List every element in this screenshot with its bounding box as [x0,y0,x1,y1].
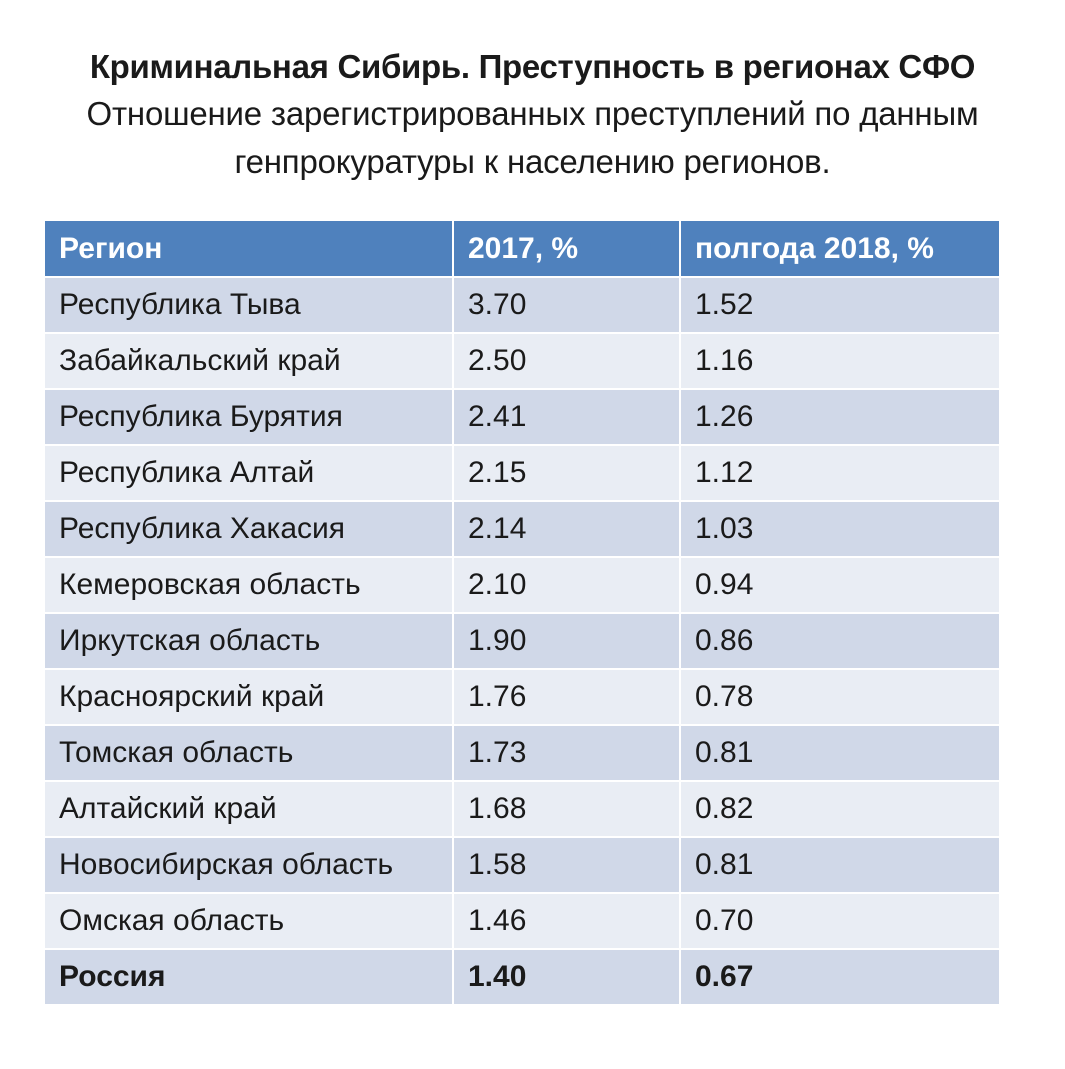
cell-half-2018: 0.70 [680,893,1000,949]
cell-2017-total: 1.40 [453,949,680,1005]
header-region: Регион [44,220,453,277]
cell-2017: 2.41 [453,389,680,445]
cell-region: Забайкальский край [44,333,453,389]
table-row [44,277,1000,333]
cell-2017: 3.70 [453,277,680,333]
title-block [0,44,1065,186]
cell-2017: 1.46 [453,893,680,949]
cell-region: Красноярский край [44,669,453,725]
cell-half-2018-total: 0.67 [680,949,1000,1005]
cell-half-2018: 1.03 [680,501,1000,557]
cell-2017: 1.68 [453,781,680,837]
cell-region: Алтайский край [44,781,453,837]
cell-2017: 2.50 [453,333,680,389]
cell-region: Республика Тыва [44,277,453,333]
cell-region-total: Россия [44,949,453,1005]
table-row [44,837,1000,893]
cell-half-2018: 1.16 [680,333,1000,389]
cell-2017: 2.14 [453,501,680,557]
table-row [44,893,1000,949]
cell-2017: 1.58 [453,837,680,893]
cell-2017: 1.73 [453,725,680,781]
cell-2017: 2.15 [453,445,680,501]
cell-region: Республика Алтай [44,445,453,501]
table-row [44,557,1000,613]
page-title: Криминальная Сибирь. Преступность в регионах СФО [89,48,976,85]
table-row [44,389,1000,445]
cell-half-2018: 0.81 [680,837,1000,893]
cell-region: Омская область [44,893,453,949]
cell-half-2018: 0.82 [680,781,1000,837]
crime-table-container [43,219,999,1006]
table-total-row [44,949,1000,1005]
cell-half-2018: 0.81 [680,725,1000,781]
table-row [44,613,1000,669]
table-header-row [44,220,1000,277]
cell-region: Республика Бурятия [44,389,453,445]
cell-2017: 1.76 [453,669,680,725]
cell-2017: 2.10 [453,557,680,613]
table-row [44,781,1000,837]
crime-table [43,219,1001,1006]
cell-region: Новосибирская область [44,837,453,893]
cell-region: Иркутская область [44,613,453,669]
page-subtitle-line-2: генпрокуратуры к населению регионов. [234,143,831,180]
cell-half-2018: 0.94 [680,557,1000,613]
table-row [44,333,1000,389]
table-row [44,501,1000,557]
cell-region: Республика Хакасия [44,501,453,557]
cell-half-2018: 1.52 [680,277,1000,333]
cell-2017: 1.90 [453,613,680,669]
table-row [44,725,1000,781]
page-subtitle-line-1: Отношение зарегистрированных преступлений по данным [86,95,979,132]
cell-region: Кемеровская область [44,557,453,613]
header-2017: 2017, % [453,220,680,277]
cell-half-2018: 1.26 [680,389,1000,445]
cell-half-2018: 0.86 [680,613,1000,669]
cell-half-2018: 1.12 [680,445,1000,501]
header-half-2018: полгода 2018, % [680,220,1000,277]
table-row [44,669,1000,725]
table-row [44,445,1000,501]
cell-half-2018: 0.78 [680,669,1000,725]
cell-region: Томская область [44,725,453,781]
